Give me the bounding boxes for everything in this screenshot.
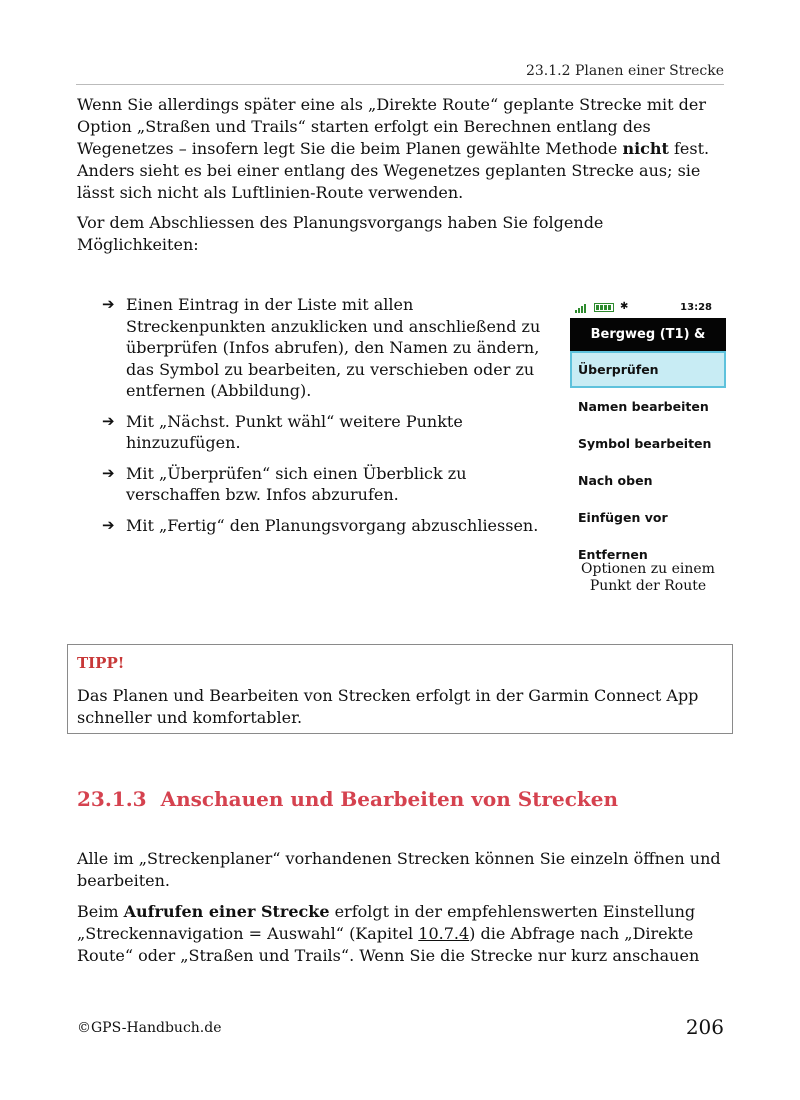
status-bar	[570, 298, 726, 318]
section-heading	[77, 787, 618, 811]
figure-caption: Optionen zu einem Punkt der Route	[581, 561, 715, 594]
arrow-right-icon: ➔	[102, 463, 115, 482]
menu-item-symbol-bearbeiten[interactable]: Symbol bearbeiten	[578, 436, 712, 451]
tip-text: Das Planen und Bearbeiten von Strecken erfolgt in der Garmin Connect App schneller und komfortabler.	[77, 686, 699, 727]
body-p2-bold: Aufrufen einer Strecke	[123, 902, 330, 921]
intro-p1-text-b: fest. Anders sieht es bei einer entlang des Wegenetzes geplanten Strecke aus; sie lässt sich nicht als Luftlinien-Route verwenden.	[77, 139, 710, 202]
device-screenshot	[570, 298, 726, 562]
list-item	[102, 515, 554, 537]
bluetooth-icon: ✱	[620, 301, 629, 312]
chapter-link[interactable]: 10.7.4	[418, 924, 470, 943]
page-number: 206	[685, 1015, 724, 1039]
arrow-right-icon: ➔	[102, 295, 115, 313]
menu-item-nach-oben[interactable]: Nach oben	[578, 473, 653, 488]
arrow-right-icon: ➔	[102, 515, 115, 534]
battery-icon	[594, 303, 614, 312]
body-p2-text-b: erfolgt in der empfehlenswerten Einstellung „Streckennavigation = Auswahl“ (Kapitel	[77, 902, 696, 943]
list-item	[102, 411, 554, 454]
list-item	[102, 294, 554, 402]
intro-paragraph-1	[77, 94, 727, 204]
list-item-text: Mit „Fertig“ den Planungsvorgang abzuschliessen.	[126, 515, 539, 535]
body-p2-text-c: ) die Abfrage nach „Direkte Route“ oder „Straßen und Trails“. Wenn Sie die Strecke nur kurz anschauen	[77, 924, 700, 965]
list-item-text: Mit „Nächst. Punkt wähl“ weitere Punkte hinzuzufügen.	[126, 411, 463, 452]
list-item-text: Einen Eintrag in der Liste mit allen Streckenpunkten anzuklicken und anschließend zu überprüfen (Infos abrufen), den Namen zu ändern, das Symbol zu bearbeiten, zu verschieben oder zu entfernen (Abbildung).	[126, 295, 541, 400]
menu-item-namen-bearbeiten[interactable]: Namen bearbeiten	[578, 399, 709, 414]
running-header: 23.1.2 Planen einer Strecke	[525, 63, 724, 79]
device-title: Bergweg (T1) &	[570, 318, 726, 351]
signal-icon	[575, 303, 586, 313]
body-p2-text-a: Beim	[77, 902, 124, 921]
menu-item-entfernen[interactable]: Entfernen	[578, 547, 648, 562]
options-list	[102, 294, 554, 545]
menu-item-einfuegen-vor[interactable]: Einfügen vor	[578, 510, 668, 525]
body-paragraph-1: Alle im „Streckenplaner“ vorhandenen Strecken können Sie einzeln öffnen und bearbeiten.	[77, 849, 721, 890]
intro-paragraph-2: Vor dem Abschliessen des Planungsvorgangs haben Sie folgende Möglichkeiten:	[77, 213, 604, 254]
status-time: 13:28	[680, 302, 712, 313]
body-paragraph-2	[77, 901, 727, 967]
tip-title: TIPP!	[77, 654, 125, 672]
footer-copyright: ©GPS-Handbuch.de	[77, 1020, 222, 1036]
menu-item-ueberpruefen[interactable]: Überprüfen	[570, 351, 726, 388]
arrow-right-icon: ➔	[102, 411, 115, 430]
header-rule	[76, 84, 724, 85]
section-number: 23.1.3	[77, 787, 147, 811]
section-title: Anschauen und Bearbeiten von Strecken	[160, 787, 618, 811]
intro-p1-bold: nicht	[622, 139, 669, 158]
tip-box	[67, 644, 733, 734]
intro-p1-text-a: Wenn Sie allerdings später eine als „Direkte Route“ geplante Strecke mit der Option „Straßen und Trails“ starten erfolgt ein Berechnen entlang des Wegenetzes – insofern legt Sie die beim Planen gewählte Methode	[77, 95, 707, 158]
list-item	[102, 463, 554, 506]
list-item-text: Mit „Überprüfen“ sich einen Überblick zu verschaffen bzw. Infos abzurufen.	[126, 463, 467, 504]
